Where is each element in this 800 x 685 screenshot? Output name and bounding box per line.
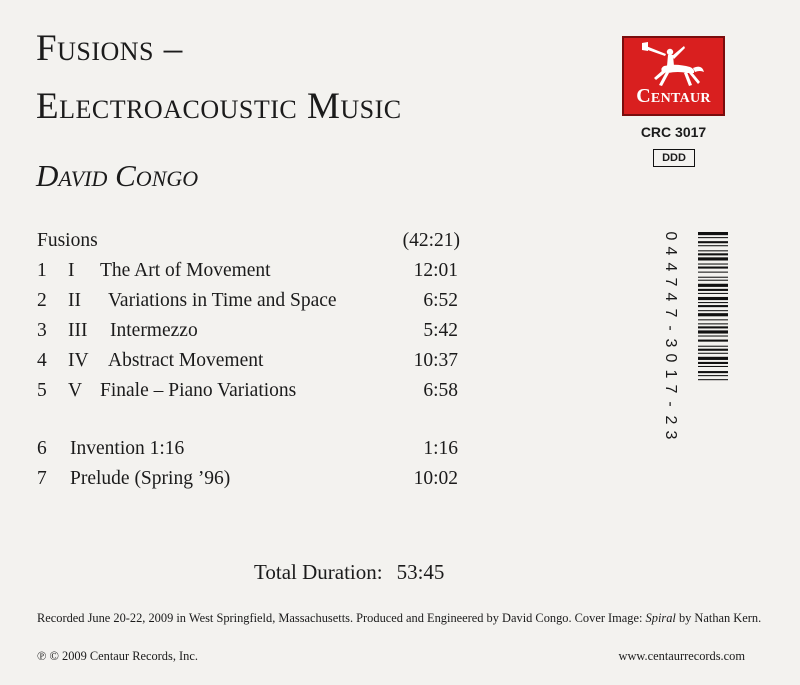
barcode-digit: 7 (662, 308, 679, 317)
barcode-bar (698, 340, 728, 342)
track-number: 7 (37, 468, 47, 489)
barcode-digit: - (662, 401, 679, 407)
total-duration (254, 560, 444, 585)
track-number: 5 (37, 380, 47, 401)
barcode-bar (698, 313, 728, 316)
track-duration: 5:42 (423, 320, 458, 341)
barcode-bar (698, 272, 728, 273)
barcode-digit: 4 (662, 292, 679, 302)
label-name: Centaur (636, 85, 711, 107)
barcode-digit: 4 (662, 262, 679, 272)
track-duration: 6:58 (423, 380, 458, 401)
barcode-bar (698, 362, 728, 364)
track-title: Variations in Time and Space (108, 290, 337, 311)
track-duration: 6:52 (423, 290, 458, 311)
credits-text-before: Recorded June 20-22, 2009 in West Springfield, Massachusetts. Produced and Engineered by David Congo. Cover Image: (37, 611, 646, 625)
copyright-notice: ℗ © 2009 Centaur Records, Inc. (37, 649, 198, 663)
album-title-line-1: Fusions – (36, 28, 183, 69)
barcode-digit: 0 (662, 231, 679, 241)
cover-artwork-title: Spiral (645, 611, 676, 625)
barcode-digit: 0 (662, 353, 679, 363)
barcode-bar (698, 379, 728, 380)
track-row (0, 258, 458, 284)
barcode-bar (698, 353, 728, 354)
barcode-bar (698, 302, 728, 303)
barcode-bar (698, 232, 728, 235)
track-title: Abstract Movement (108, 350, 264, 371)
track-row (0, 288, 458, 314)
barcode-digit: - (662, 325, 679, 331)
barcode-digit: 3 (662, 338, 679, 348)
track-row (0, 318, 458, 344)
track-number: 4 (37, 350, 47, 371)
barcode-bar (698, 253, 728, 255)
movement-numeral: I (68, 260, 75, 281)
barcode-bar (698, 293, 728, 294)
barcode-digit: 2 (662, 415, 679, 425)
track-duration: 12:01 (413, 260, 458, 281)
barcode-bar (698, 336, 728, 337)
catalog-number: CRC 3017 (640, 124, 707, 140)
track-row (0, 436, 458, 462)
suite-duration: (42:21) (402, 230, 460, 251)
track-duration: 10:37 (413, 350, 458, 371)
barcode-bar (698, 267, 728, 269)
barcode-bar (698, 366, 728, 367)
barcode-bar (698, 250, 728, 251)
track-title: Intermezzo (110, 320, 198, 341)
track-number: 1 (37, 260, 47, 281)
movement-numeral: IV (68, 350, 89, 371)
centaur-logo-icon (640, 40, 708, 90)
barcode-bar (698, 289, 728, 291)
barcode-bar (698, 241, 728, 243)
track-duration: 1:16 (423, 438, 458, 459)
barcode-bar (698, 257, 728, 260)
barcode-bar (698, 264, 728, 265)
barcode-bar (698, 357, 728, 360)
barcode-bar (698, 284, 728, 287)
barcode-bar (698, 371, 728, 373)
track-duration: 10:02 (413, 468, 458, 489)
total-duration-label: Total Duration: (254, 560, 383, 584)
barcode-digit: 7 (662, 277, 679, 287)
movement-numeral: II (68, 290, 81, 311)
track-row (0, 378, 458, 404)
total-duration-value: 53:45 (396, 560, 445, 584)
barcode-bar (698, 346, 728, 347)
barcode-bar (698, 326, 728, 328)
barcode-bar (698, 280, 728, 281)
track-number: 3 (37, 320, 47, 341)
centaur-logo (622, 36, 725, 116)
recording-credits (37, 610, 777, 627)
barcode-bar (698, 375, 728, 376)
suite-name: Fusions (37, 230, 98, 251)
barcode-bar (698, 323, 728, 324)
track-number: 6 (37, 438, 47, 459)
barcode-bar (698, 277, 728, 278)
track-row (0, 466, 458, 492)
composer-name: David Congo (36, 158, 199, 193)
barcode-bar (698, 305, 728, 307)
album-title-line-2: Electroacoustic Music (36, 86, 402, 127)
barcode-bar (698, 310, 728, 311)
barcode-digit: 3 (662, 430, 679, 440)
track-title: Finale – Piano Variations (100, 380, 297, 401)
format-badge: DDD (653, 149, 695, 167)
suite-heading (37, 228, 460, 254)
website-url: www.centaurrecords.com (618, 649, 745, 663)
movement-numeral: III (68, 320, 88, 341)
movement-numeral: V (68, 380, 83, 401)
barcode-bar (698, 245, 728, 246)
track-number: 2 (37, 290, 47, 311)
barcode-bar (698, 237, 728, 238)
barcode-bar (698, 330, 728, 333)
barcode-bar (698, 319, 728, 320)
track-title: The Art of Movement (100, 260, 271, 281)
track-title: Prelude (Spring ’96) (70, 468, 231, 489)
barcode-digit: 7 (662, 384, 679, 394)
track-title: Invention 1:16 (70, 438, 185, 459)
barcode-digit: 4 (662, 246, 679, 256)
credits-text-after: by Nathan Kern. (675, 611, 762, 625)
barcode-digit: 1 (662, 369, 679, 379)
track-row (0, 348, 458, 374)
barcode-bar (698, 297, 728, 300)
barcode-bar (698, 349, 728, 351)
